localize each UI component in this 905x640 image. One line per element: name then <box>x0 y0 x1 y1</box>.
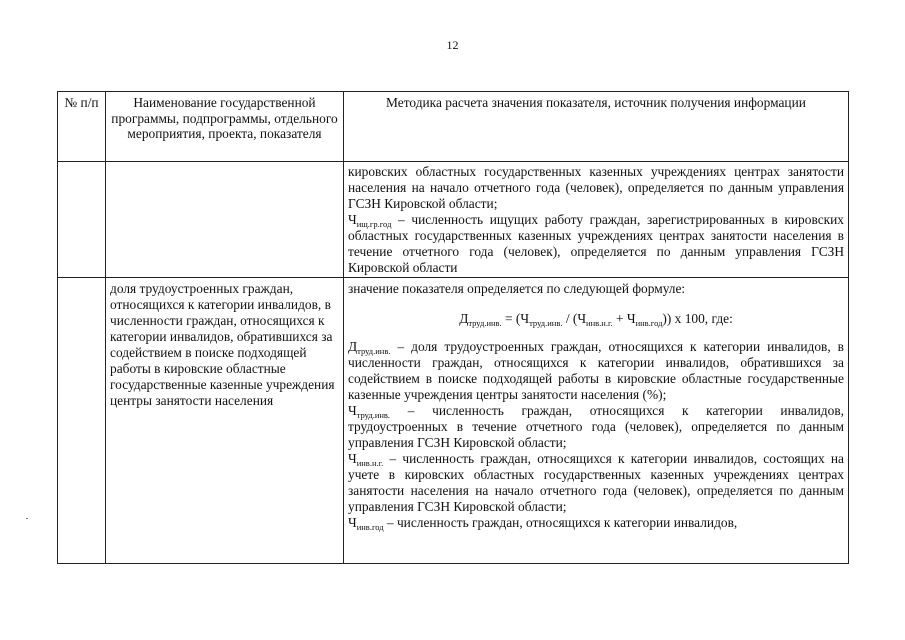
header-name: Наименование государственной программы, подпрограммы, отдельного мероприятия, проекта, показателя <box>106 92 344 162</box>
method-paragraph: $Ч_{ищ.гр.год}$ – численность ищущих работу граждан, зарегистрированных в кировских областных государственных казенных учреждениях центрах занятости населения в течение отчетного года (человек), определяется по данным управления ГСЗН Кировской области <box>348 212 844 275</box>
row-number-cell <box>58 278 106 564</box>
header-number: № п/п <box>58 92 106 162</box>
table-row <box>58 278 849 564</box>
row-name-cell <box>106 162 344 278</box>
table-header-row <box>58 92 849 162</box>
definition-paragraph: $Ч_{труд.инв.}$ – численность граждан, относящихся к категории инвалидов, трудоустроенных в течение отчетного года (человек), определяется по данным управления ГСЗН Кировской области; <box>348 403 844 450</box>
row-number-cell <box>58 162 106 278</box>
definition-paragraph: $Д_{труд.инв.}$ – доля трудоустроенных граждан, относящихся к категории инвалидов, в численности граждан, относящихся к категории инвалидов, обратившихся за содействием в поиске подходящей работы в кировские областные государственные казенные учреждения центры занятости населения (%); <box>348 339 844 402</box>
row-method-cell <box>344 278 849 564</box>
variable-symbol: $Д_{труд.инв.}$ <box>348 339 391 356</box>
variable-symbol: $Ч_{ищ.гр.год}$ <box>348 212 392 229</box>
header-method: Методика расчета значения показателя, источник получения информации <box>344 92 849 162</box>
definition-paragraph: $Ч_{инв.н.г.}$ – численность граждан, относящихся к категории инвалидов, состоящих на учете в кировских областных государственных казенных учреждениях центрах занятости населения на начало отчетного года (человек), определяется по данным управления ГСЗН Кировской области; <box>348 451 844 514</box>
row-name-cell: доля трудоустроенных граждан, относящихся к категории инвалидов, в численности граждан, относящихся к категории инвалидов, обратившихся за содействием в поиске подходящей работы в кировские областные государственные казенные учреждения центры занятости населения <box>106 278 344 564</box>
indicator-table <box>57 91 849 564</box>
variable-symbol: $Ч_{труд.инв.}$ <box>348 403 391 420</box>
definition-paragraph: $Ч_{инв.год}$ – численность граждан, относящихся к категории инвалидов, <box>348 515 738 532</box>
method-intro: значение показателя определяется по следующей формуле: <box>348 281 686 296</box>
scan-mark <box>26 518 28 519</box>
variable-symbol: $Ч_{инв.н.г.}$ <box>348 451 384 468</box>
variable-symbol: $Ч_{инв.год}$ <box>348 515 384 532</box>
page-number: 12 <box>446 38 459 52</box>
method-paragraph: кировских областных государственных казенных учреждениях центрах занятости населения на начало отчетного года (человек), определяется по данным управления ГСЗН Кировской области; <box>348 164 844 211</box>
row-method-cell <box>344 162 849 278</box>
formula: $Д_{труд.инв.} = (Ч_{труд.инв.} / (Ч_{инв.н.г.} + Ч_{инв.год}))$ х 100, где: <box>459 311 733 328</box>
table-row <box>58 162 849 278</box>
